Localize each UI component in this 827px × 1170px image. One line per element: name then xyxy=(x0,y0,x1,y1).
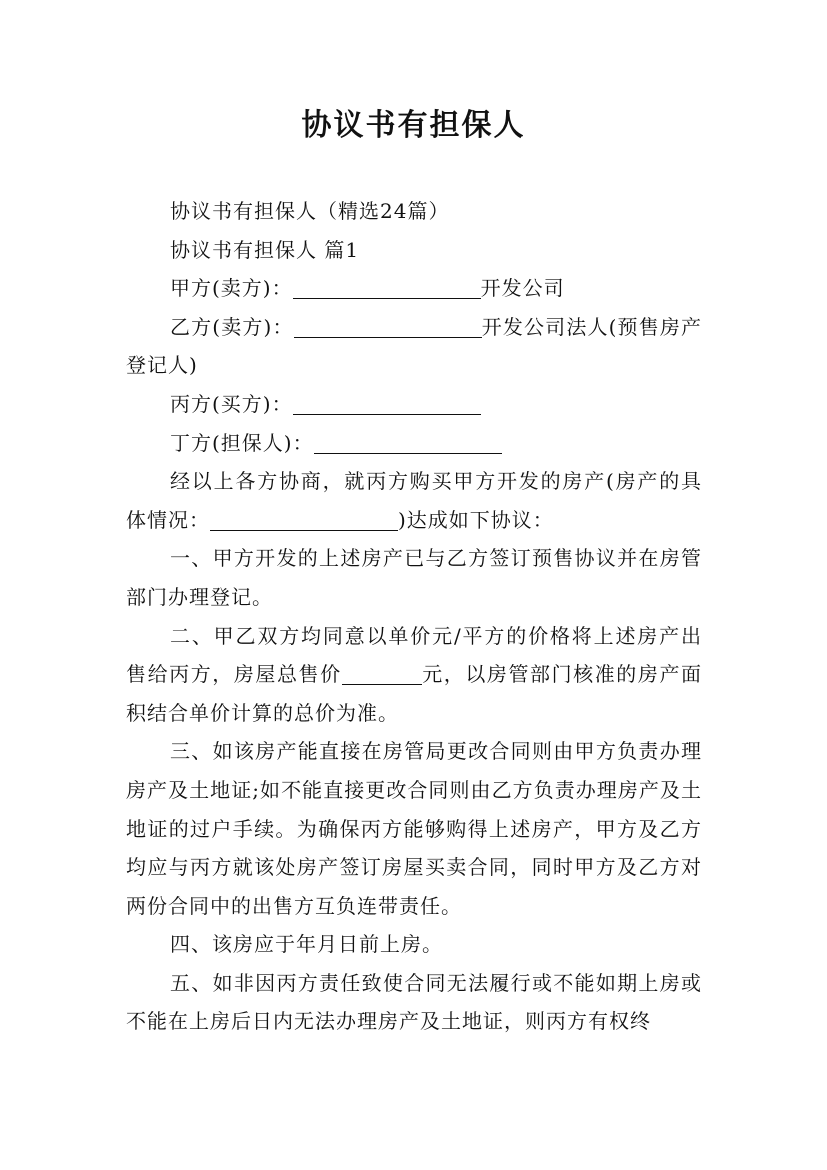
party-b-suffix: 开发公司法人(预售房产登记人) xyxy=(126,314,702,378)
preamble-text: 经以上各方协商，就丙方购买甲方开发的房产(房产的具体情况： xyxy=(126,469,702,532)
party-c-label: 丙方(买方)： xyxy=(170,391,293,416)
party-d-blank xyxy=(314,429,502,454)
clause-2-suffix: 元，以房管部门核准的房产面积结合单价计算的总价为准。 xyxy=(126,662,703,725)
clause-4: 四、该房应于年月日前上房。 xyxy=(170,932,443,957)
document-body xyxy=(126,192,702,1041)
total-price-blank xyxy=(342,660,422,685)
section-heading: 协议书有担保人 篇1 xyxy=(170,237,360,262)
preamble-paragraph xyxy=(126,462,702,539)
party-b-label: 乙方(卖方)： xyxy=(170,314,294,339)
party-c-blank xyxy=(293,390,481,415)
party-c-line xyxy=(126,385,702,424)
party-a-blank xyxy=(293,274,481,299)
subtitle-paragraph: 协议书有担保人（精选24篇） xyxy=(170,199,450,223)
party-a-suffix: 开发公司 xyxy=(480,276,565,301)
party-b-line xyxy=(126,308,702,385)
clause-5: 五、如非因丙方责任致使合同无法履行或不能如期上房或不能在上房后日内无法办理房产及土地证，则丙方有权终 xyxy=(126,970,702,1034)
party-a-line xyxy=(126,269,702,308)
clause-3: 三、如该房产能直接在房管局更改合同则由甲方负责办理房产及土地证;如不能直接更改合同则由乙方负责办理房产及土地证的过户手续。为确保丙方能够购得上述房产，甲方及乙方均应与丙方就该处房产签订房屋买卖合同，同时甲方及乙方对两份合同中的出售方互负连带责任。 xyxy=(126,739,702,918)
clause-2-text: 二、甲乙双方均同意以单价元/平方的价格将上述房产出售给丙方，房屋总售价 xyxy=(126,623,702,687)
clause-1: 一、甲方开发的上述房产已与乙方签订预售协议并在房管部门办理登记。 xyxy=(126,546,702,609)
clause-2 xyxy=(126,617,702,733)
preamble-suffix: )达成如下协议： xyxy=(398,507,554,532)
party-a-label: 甲方(卖方)： xyxy=(170,276,293,301)
party-d-label: 丁方(担保人)： xyxy=(170,430,314,455)
property-details-blank xyxy=(210,506,398,531)
party-b-blank xyxy=(294,313,482,338)
document-title: 协议书有担保人 xyxy=(301,108,526,143)
party-d-line xyxy=(126,424,702,463)
